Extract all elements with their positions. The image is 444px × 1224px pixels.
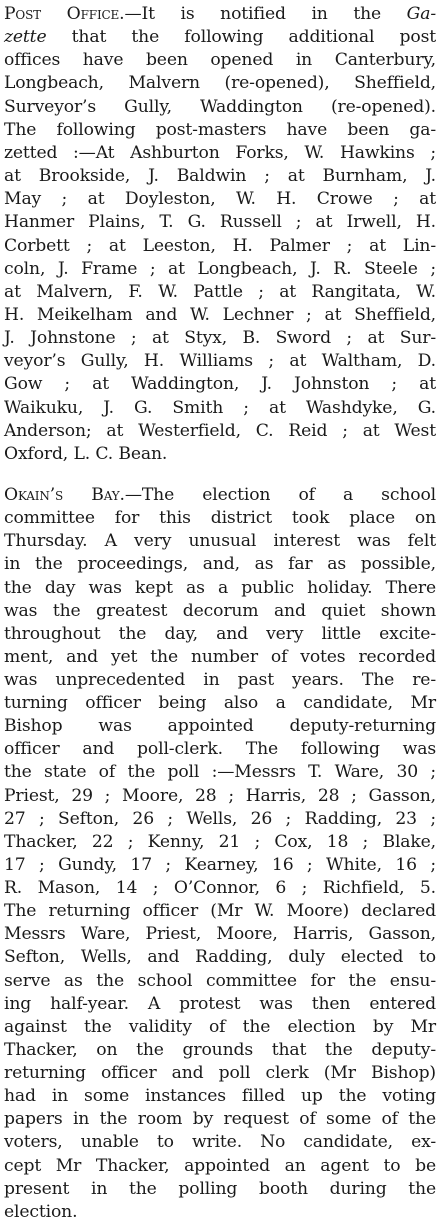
line-text: that the following additional post [46, 27, 436, 48]
line-text: H. Meikelham and W. Lechner ; at Sheffield, [4, 304, 436, 325]
line-text: coln, J. Frame ; at Longbeach, J. R. Steele ; [4, 258, 436, 279]
okains-bay-line [4, 854, 436, 877]
line-text: offices have been opened in Canterbury, [4, 50, 436, 71]
line-text: was the greatest decorum and quiet shown [4, 600, 436, 621]
okains-bay-line [4, 1131, 436, 1154]
line-text: against the validity of the election by Mr [4, 1016, 436, 1037]
line-text: officer and poll-clerk. The following was [4, 739, 436, 760]
okains-bay-line [4, 1178, 436, 1201]
line-text: election. [4, 1201, 78, 1222]
post-office-line [4, 373, 436, 396]
line-text: The returning officer (Mr W. Moore) declared [4, 901, 436, 922]
okains-bay-line [4, 507, 436, 530]
okains-bay-line [4, 1085, 436, 1108]
line-text: ing half-year. A protest was then entered [4, 993, 436, 1014]
okains-bay-line [4, 923, 436, 946]
line-text: 27 ; Sefton, 26 ; Wells, 26 ; Radding, 23 ; [4, 808, 436, 829]
line-text: The following post-masters have been ga- [4, 119, 436, 140]
post-office-line [4, 119, 436, 142]
line-text: the day was kept as a public holiday. There [4, 577, 436, 598]
okains-bay-line [4, 530, 436, 553]
post-office-line [4, 188, 436, 211]
post-office-line [4, 350, 436, 373]
line-text: at Malvern, F. W. Pattle ; at Rangitata, W. [4, 281, 436, 302]
okains-bay-line [4, 993, 436, 1016]
post-office-line [4, 165, 436, 188]
post-office-line [4, 327, 436, 350]
okains-bay-line [4, 600, 436, 623]
okains-bay-line [4, 646, 436, 669]
okains-bay-line [4, 877, 436, 900]
post-office-line [4, 443, 436, 466]
line-text: J. Johnstone ; at Styx, B. Sword ; at Sur- [4, 328, 436, 349]
line-text: May ; at Doyleston, W. H. Crowe ; at [4, 189, 436, 210]
okains-bay-line [4, 761, 436, 784]
line-text: Oxford, L. C. Bean. [4, 443, 168, 464]
line-text: Longbeach, Malvern (re-opened), Sheffield, [4, 73, 436, 94]
post-office-line [4, 72, 436, 95]
line-text: veyor’s Gully, H. Williams ; at Waltham, D. [4, 351, 436, 372]
line-text: Corbett ; at Leeston, H. Palmer ; at Lin- [4, 235, 436, 256]
post-office-line [4, 258, 436, 281]
okains-bay-line [4, 553, 436, 576]
okains-bay-line [4, 808, 436, 831]
post-office-line [4, 49, 436, 72]
line-text: Priest, 29 ; Moore, 28 ; Harris, 28 ; Gasson, [4, 785, 436, 806]
okains-bay-line [4, 692, 436, 715]
line-text: in the proceedings, and, as far as possible, [4, 554, 436, 575]
line-text: the state of the poll :—Messrs T. Ware, 30 ; [4, 762, 436, 783]
okains-bay-line [4, 1062, 436, 1085]
post-office-line [4, 211, 436, 234]
line-text: returning officer and poll clerk (Mr Bishop) [4, 1063, 436, 1083]
line-text: papers in the room by request of some of the [4, 1109, 436, 1130]
line-text: —The election of a school [124, 485, 436, 505]
line-text: turning officer being also a candidate, Mr [4, 693, 436, 714]
line-text: Gow ; at Waddington, J. Johnston ; at [4, 374, 436, 395]
okains-bay-line [4, 970, 436, 993]
line-text: Thacker, 22 ; Kenny, 21 ; Cox, 18 ; Blake, [4, 831, 436, 852]
okains-bay-line [4, 946, 436, 969]
line-text: Messrs Ware, Priest, Moore, Harris, Gasson, [4, 924, 436, 945]
line-text: 17 ; Gundy, 17 ; Kearney, 16 ; White, 16 ; [4, 854, 436, 875]
post-office-line [4, 281, 436, 304]
post-office-line [4, 26, 436, 49]
okains-bay-line [4, 623, 436, 646]
okains-bay-line [4, 1201, 436, 1224]
post-office-line [4, 96, 436, 119]
gazette-italic: zette [4, 27, 47, 48]
post-office-line [4, 397, 436, 420]
line-text: Waikuku, J. G. Smith ; at Washdyke, G. [4, 397, 436, 418]
okains-bay-line [4, 1039, 436, 1062]
okains-bay-heading: Okain’s Bay. [4, 485, 125, 505]
line-text: Hanmer Plains, T. G. Russell ; at Irwell, H. [4, 212, 436, 233]
line-text: R. Mason, 14 ; O’Connor, 6 ; Richfield, 5. [4, 878, 436, 898]
post-office-line [4, 3, 436, 26]
okains-bay-line [4, 715, 436, 738]
line-text: ment, and yet the number of votes recorded [4, 646, 436, 667]
line-text: zetted :—At Ashburton Forks, W. Hawkins ; [4, 142, 436, 163]
line-text: serve as the school committee for the ensu- [4, 970, 436, 991]
line-text: was unprecedented in past years. The re- [4, 670, 436, 690]
line-text: Bishop was appointed deputy-returning [4, 716, 436, 737]
line-text: Sefton, Wells, and Radding, duly elected to [4, 947, 436, 968]
gazette-italic: Ga- [406, 4, 436, 24]
line-text: Thacker, on the grounds that the deputy- [4, 1039, 436, 1060]
post-office-line [4, 142, 436, 165]
line-text: Anderson; at Westerfield, C. Reid ; at West [4, 420, 436, 441]
line-text: —It is notified in the [124, 4, 407, 24]
okains-bay-line [4, 669, 436, 692]
okains-bay-line [4, 785, 436, 808]
line-text: voters, unable to write. No candidate, ex- [4, 1132, 436, 1153]
line-text: present in the polling booth during the [4, 1178, 436, 1199]
post-office-line [4, 304, 436, 327]
line-text: at Brookside, J. Baldwin ; at Burnham, J. [4, 166, 436, 186]
okains-bay-line [4, 1108, 436, 1131]
okains-bay-line [4, 1016, 436, 1039]
line-text: Surveyor’s Gully, Waddington (re-opened). [4, 96, 436, 117]
line-text: committee for this district took place on [4, 508, 436, 529]
post-office-line [4, 235, 436, 258]
okains-bay-line [4, 738, 436, 761]
post-office-heading: Post Office. [4, 4, 125, 24]
line-text: Thursday. A very unusual interest was felt [4, 531, 436, 552]
okains-bay-line [4, 831, 436, 854]
okains-bay-line [4, 484, 436, 507]
line-text: cept Mr Thacker, appointed an agent to be [4, 1155, 436, 1176]
okains-bay-line [4, 577, 436, 600]
okains-bay-line [4, 900, 436, 923]
line-text: had in some instances filled up the voting [4, 1086, 436, 1107]
post-office-line [4, 420, 436, 443]
line-text: throughout the day, and very little excite- [4, 623, 436, 644]
